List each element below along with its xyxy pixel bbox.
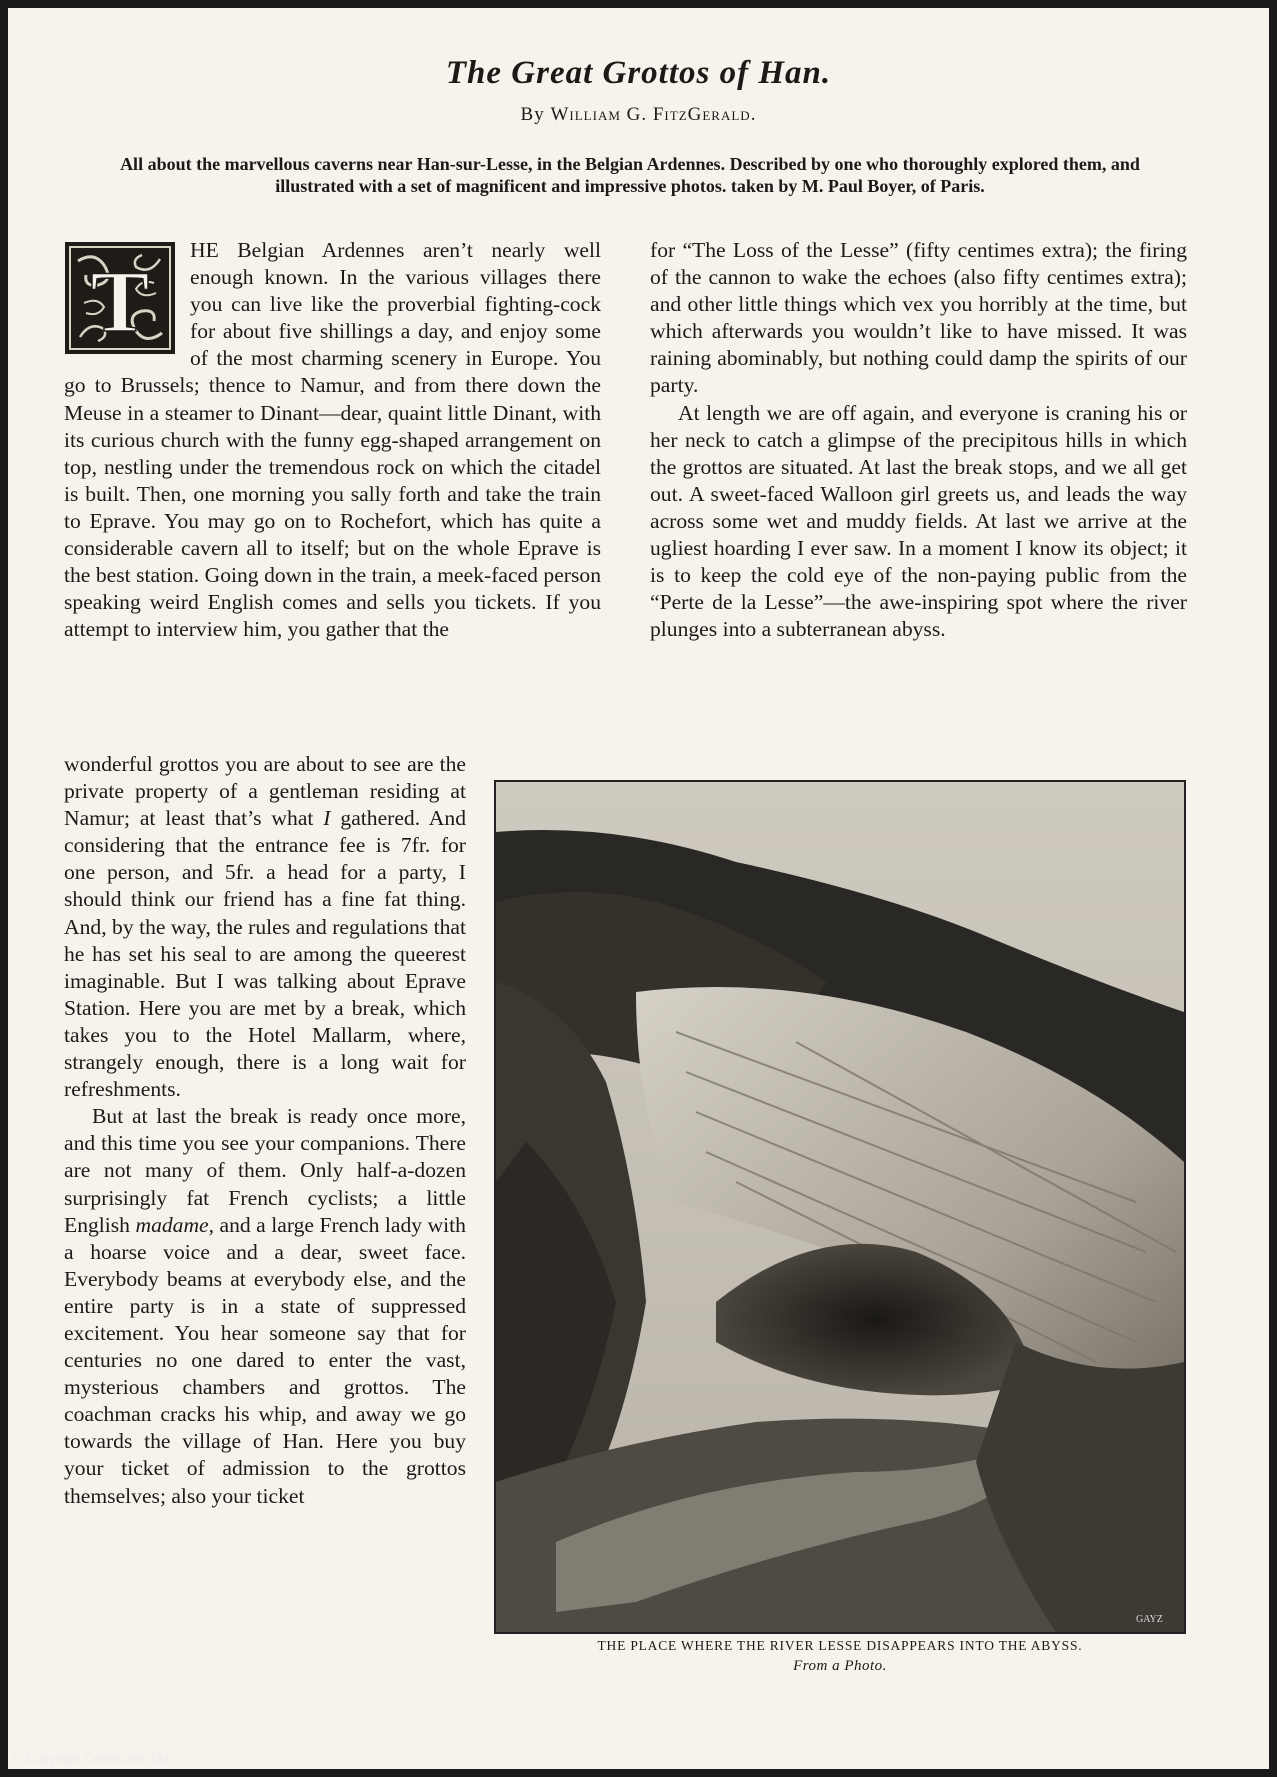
right-column	[650, 237, 1187, 643]
standfirst: All about the marvellous caverns near Han-sur-Lesse, in the Belgian Ardennes. Described by one who thoroughly explored them, and illustrated with a set of magnificent and impressive photos. taken by M. Paul Boyer, of Paris.	[120, 154, 1140, 196]
caption-credit: From a Photo.	[793, 1658, 887, 1674]
caption-text: THE PLACE WHERE THE RIVER LESSE DISAPPEARS INTO THE ABYSS.	[597, 1638, 1083, 1653]
byline	[0, 104, 1277, 126]
paragraph-3: for “The Loss of the Lesse” (fifty centimes extra); the firing of the cannon to wake the echoes (also fifty centimes extra); and other little things which vex you horribly at the time, but which afterwards you wouldn’t like to have missed. It was raining abominably, but nothing could damp the spirits of our party.	[650, 238, 1187, 398]
photo-signature: GAYZ	[1136, 1614, 1163, 1625]
paragraph-4: At length we are off again, and everyone is craning his or her neck to catch a glimpse of the precipitous hills in which the grottos are situated. At last the break stops, and we all get out. A sweet-faced Walloon girl greets us, and leads the way across some wet and muddy fields. At last we arrive at the ugliest hoarding I ever saw. In a moment I know its object; it is to keep the cold eye of the non-paying public from the “Perte de la Lesse”—the awe-inspiring spot where the river plunges into a subterranean abyss.	[650, 400, 1187, 642]
left-column-narrow	[64, 751, 466, 1510]
drop-cap-ornament	[64, 241, 176, 355]
paragraph-1-start: HE Belgian Ardennes aren’t nearly well enough known. In the various villages there you can live like the proverbial fighting-cock for about five shillings a day, and enjoy some of the most charming scenery in Europe. You go to Brussels; thence to Namur, and from there down the Meuse in a steamer to Dinant—dear, quaint little Dinant, with its curious church with the funny egg-shaped arrangement on top, nestling under the tremendous rock on which the citadel is built. Then, one morning you sally forth and take the train to Eprave. You may go on to Rochefort, which has quite a considerable cavern all to itself; but on the whole Eprave is the best station. Going down in the train, a meek-faced person speaking weird English comes and sells you tickets. If you attempt to interview him, you gather that the	[64, 238, 601, 642]
author-name: William G. FitzGerald.	[550, 104, 757, 125]
grotto-photo	[494, 780, 1186, 1634]
paragraph-1-cont-b: gathered. And considering that the entrance fee is 7fr. for one person, and 5fr. a head for a party, I should think our friend has a fine fat thing. And, by the way, the rules and regulations that he has set his seal to are among the queerest imaginable. But I was talking about Eprave Station. Here you are met by a break, which takes you to the Hotel Mallarm, where, strangely enough, there is a long wait for refreshments.	[64, 806, 466, 1102]
copyright-notice: © Copyright Cosmo Int. Ltd	[12, 1751, 169, 1766]
drop-letter: T	[90, 254, 150, 351]
figure-caption	[494, 1636, 1186, 1676]
emphasis-i: I	[323, 806, 331, 831]
left-column-top	[64, 237, 601, 643]
article-title: The Great Grottos of Han.	[445, 55, 832, 91]
paragraph-2-b: and a large French lady with a hoarse voice and a dear, sweet face. Everybody beams at everybody else, and the entire party is in a state of suppressed excitement. You hear someone say that for centuries no one dared to enter the vast, mysterious chambers and grottos. The coachman cracks his whip, and away we go towards the village of Han. Here you buy your ticket of admission to the grottos themselves; also your ticket	[64, 1212, 466, 1508]
byline-prefix: By	[520, 104, 545, 125]
paragraph-1-cont-a: wonderful grottos you are about to see are the private property of a gentleman residing at Namur; at least that’s what	[64, 752, 466, 831]
paragraph-2-a: But at last the break is ready once more, and this time you see your companions. There are not many of them. Only half-a-dozen surprisingly fat French cyclists; a little English	[64, 1104, 466, 1237]
emphasis-madame: madame,	[135, 1212, 215, 1237]
